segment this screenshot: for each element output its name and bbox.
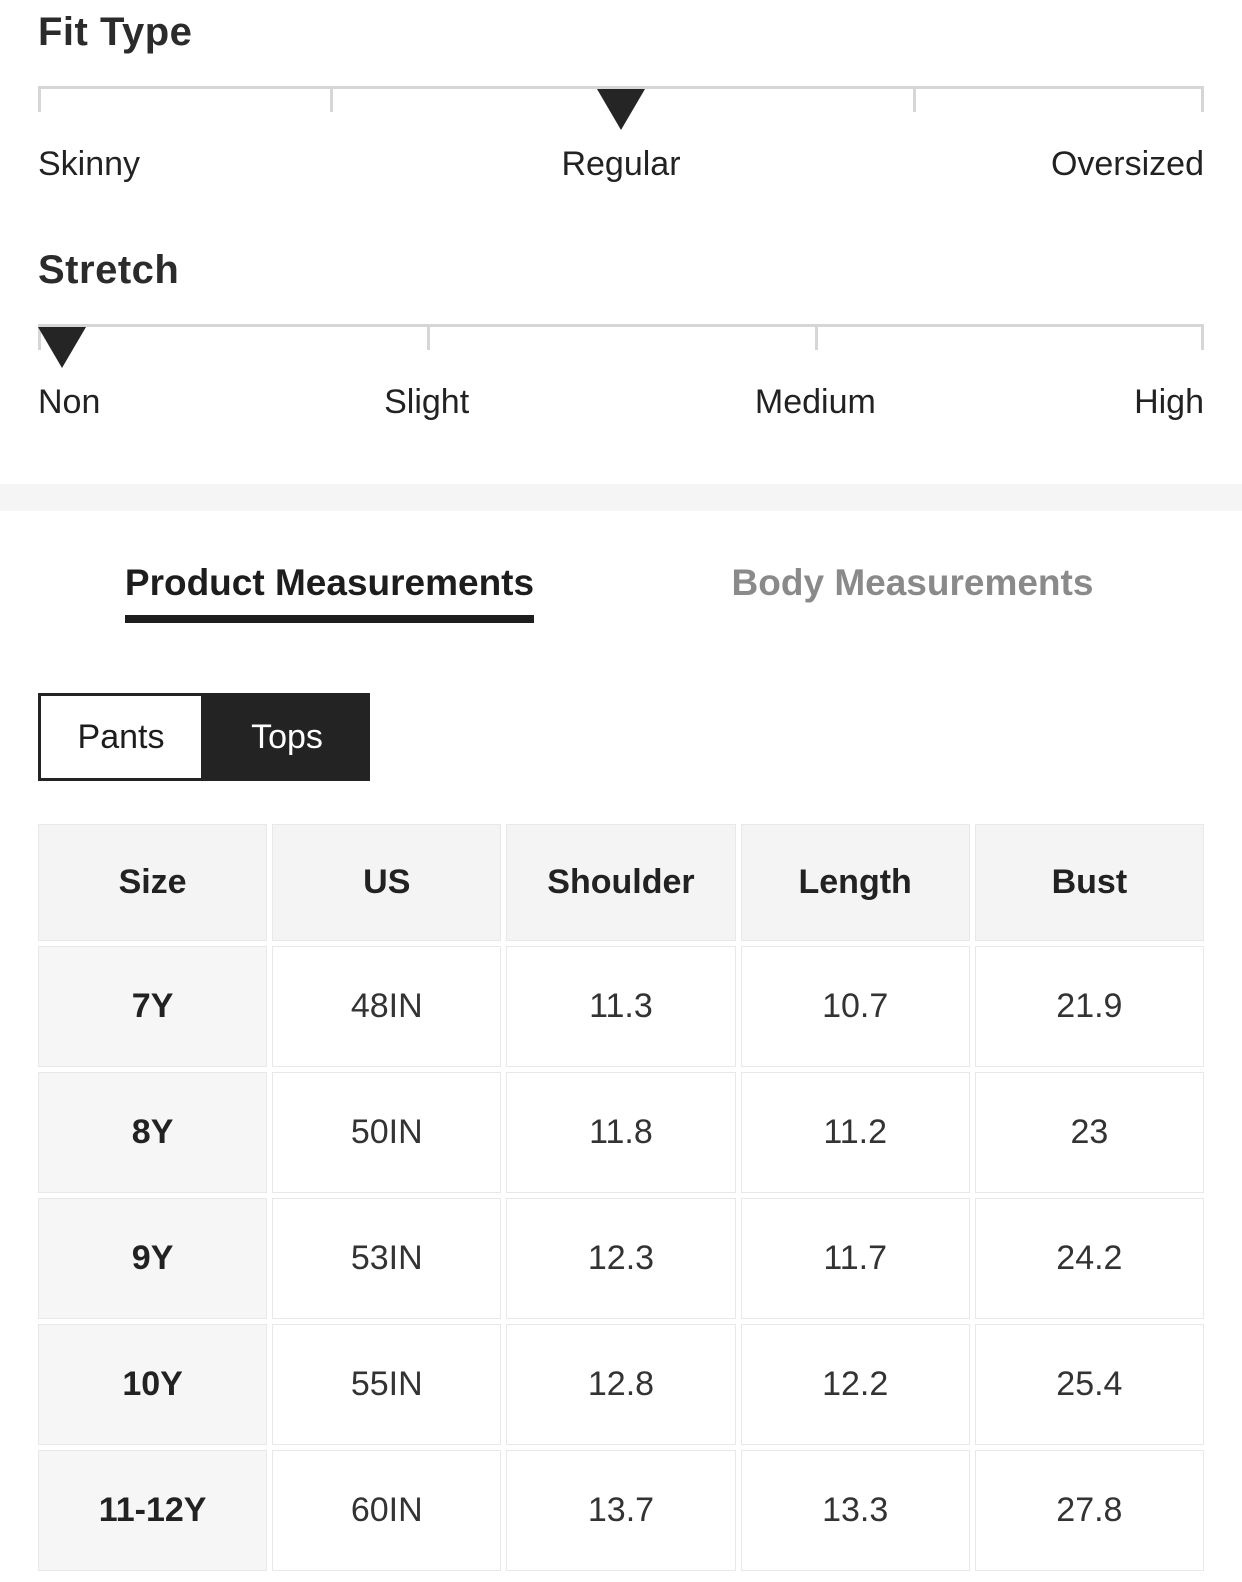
fit-type-scale (38, 86, 1204, 130)
header-cell-length: Length (741, 824, 970, 941)
table-cell: 21.9 (975, 946, 1204, 1067)
table-cell: 11.8 (506, 1072, 735, 1193)
table-cell: 48IN (272, 946, 501, 1067)
scale-label-oversized: Oversized (1050, 145, 1204, 183)
table-cell: 11.7 (741, 1198, 970, 1319)
fit-type-labels (38, 144, 1204, 184)
attribute-sliders-section (0, 8, 1242, 422)
table-cell: 12.3 (506, 1198, 735, 1319)
table-cell: 10.7 (741, 946, 970, 1067)
tab-product-measurements[interactable] (38, 561, 621, 623)
stretch-labels (38, 382, 1204, 422)
header-cell-shoulder: Shoulder (506, 824, 735, 941)
size-cell: 11-12Y (38, 1450, 267, 1571)
scale-tick (913, 86, 916, 112)
table-cell: 25.4 (975, 1324, 1204, 1445)
table-cell: 24.2 (975, 1198, 1204, 1319)
toggle-tops-button[interactable]: Tops (204, 693, 370, 781)
scale-label-regular: Regular (561, 145, 681, 183)
category-toggle (38, 693, 1204, 781)
scale-label-non: Non (38, 383, 101, 421)
table-cell: 50IN (272, 1072, 501, 1193)
table-row (38, 1450, 1204, 1571)
header-cell-bust: Bust (975, 824, 1204, 941)
tab-label: Body Measurements (731, 562, 1094, 603)
tab-body-measurements[interactable] (621, 561, 1204, 623)
scale-label-slight: Slight (384, 383, 470, 421)
table-cell: 11.2 (741, 1072, 970, 1193)
table-header-row (38, 824, 1204, 941)
triangle-down-icon (38, 327, 86, 368)
table-cell: 13.3 (741, 1450, 970, 1571)
table-row (38, 1324, 1204, 1445)
table-cell: 60IN (272, 1450, 501, 1571)
scale-label-high: High (1134, 383, 1204, 421)
table-cell: 27.8 (975, 1450, 1204, 1571)
fit-type-block (38, 8, 1204, 184)
size-table (33, 819, 1209, 1576)
table-cell: 12.8 (506, 1324, 735, 1445)
scale-tick (330, 86, 333, 112)
scale-tick (1201, 86, 1204, 112)
table-row (38, 946, 1204, 1067)
scale-label-medium: Medium (754, 383, 876, 421)
scale-tick (1201, 324, 1204, 350)
scale-tick (815, 324, 818, 350)
tab-label: Product Measurements (125, 561, 534, 623)
stretch-scale (38, 324, 1204, 368)
size-cell: 7Y (38, 946, 267, 1067)
stretch-title: Stretch (38, 248, 180, 292)
size-table-container (33, 819, 1209, 1576)
header-cell-us: US (272, 824, 501, 941)
scale-tick (38, 86, 41, 112)
table-cell: 23 (975, 1072, 1204, 1193)
toggle-pants-button[interactable]: Pants (38, 693, 204, 781)
table-row (38, 1072, 1204, 1193)
stretch-block (38, 246, 1204, 422)
size-cell: 10Y (38, 1324, 267, 1445)
table-cell: 13.7 (506, 1450, 735, 1571)
table-cell: 53IN (272, 1198, 501, 1319)
table-cell: 12.2 (741, 1324, 970, 1445)
table-cell: 55IN (272, 1324, 501, 1445)
table-row (38, 1198, 1204, 1319)
size-cell: 8Y (38, 1072, 267, 1193)
size-cell: 9Y (38, 1198, 267, 1319)
scale-line (38, 324, 1204, 327)
section-divider (0, 484, 1242, 511)
table-cell: 11.3 (506, 946, 735, 1067)
fit-type-title: Fit Type (38, 10, 193, 54)
measurement-tabs (38, 561, 1204, 623)
scale-label-skinny: Skinny (38, 145, 141, 183)
scale-tick (427, 324, 430, 350)
triangle-down-icon (597, 89, 645, 130)
header-cell-size: Size (38, 824, 267, 941)
